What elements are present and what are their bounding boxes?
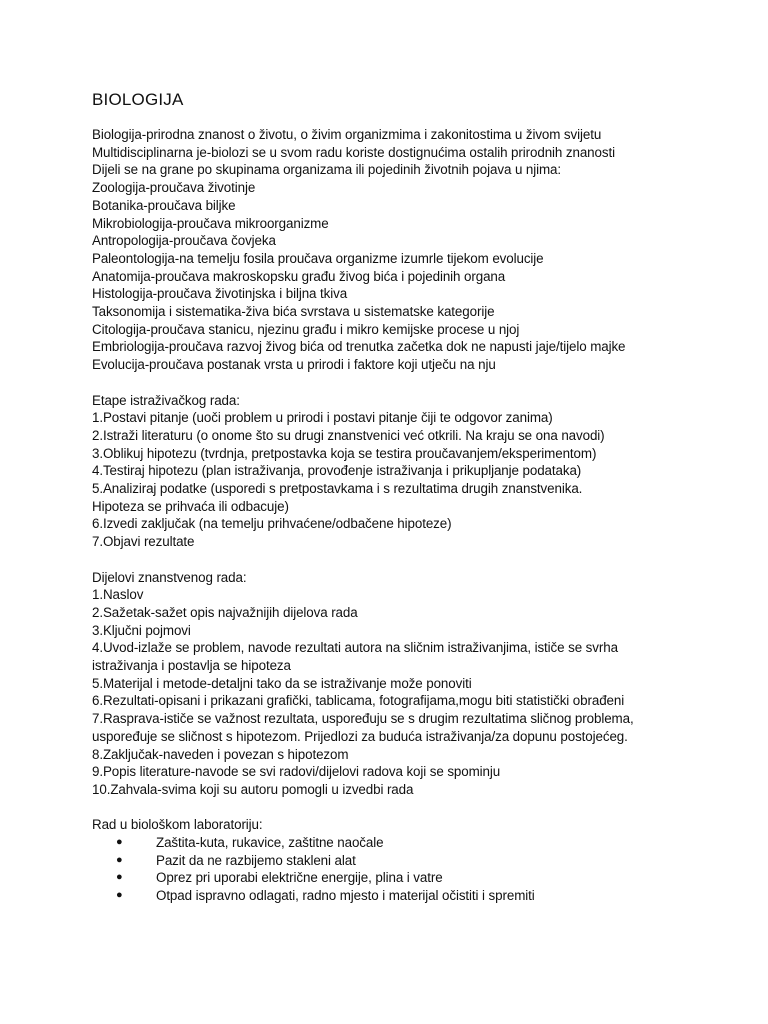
intro-line: Zoologija-proučava životinje <box>92 180 256 196</box>
bullet-icon: ● <box>116 836 123 849</box>
part-line: 8.Zaključak-naveden i povezan s hipotezom <box>92 746 349 762</box>
stage-line: 6.Izvedi zaključak (na temelju prihvaćene/odbačene hipoteze) <box>92 516 452 532</box>
lab-bullet-text: Pazit da ne razbijemo stakleni alat <box>156 852 356 868</box>
intro-line: Evolucija-proučava postanak vrsta u prirodi i faktore koji utječu na nju <box>92 357 496 373</box>
stage-line: 7.Objavi rezultate <box>92 534 195 550</box>
parts-heading: Dijelovi znanstvenog rada: <box>92 569 247 585</box>
intro-line: Embriologija-proučava razvoj živog bića od trenutka začetka dok ne napusti jaje/tijelo majke <box>92 339 626 355</box>
document-title: BIOLOGIJA <box>92 90 184 109</box>
intro-line: Paleontologija-na temelju fosila proučava organizme izumrle tijekom evolucije <box>92 250 544 266</box>
spacer <box>92 374 732 392</box>
stage-line: Hipoteza se prihvaća ili odbacuje) <box>92 498 289 514</box>
intro-line: Biologija-prirodna znanost o životu, o živim organizmima i zakonitostima u živom svijetu <box>92 127 602 142</box>
intro-section <box>92 126 732 374</box>
intro-line: Anatomija-proučava makroskopsku građu živog bića i pojedinih organa <box>92 268 506 284</box>
stage-line: 2.Istraži literaturu (o onome što su drugi znanstvenici već otkrili. Na kraju se ona navodi) <box>92 427 605 443</box>
part-line: uspoređuje se sličnost s hipotezom. Prijedlozi za buduća istraživanja/za dopunu postojećeg. <box>92 728 628 744</box>
stage-line: 1.Postavi pitanje (uoči problem u prirodi i postavi pitanje čiji te odgovor zanima) <box>92 410 553 426</box>
lab-bullet-item <box>92 869 732 887</box>
stage-line: 5.Analiziraj podatke (usporedi s pretpostavkama i s rezultatima drugih znanstvenika. <box>92 481 583 497</box>
spacer <box>92 799 732 817</box>
part-line: 5.Materijal i metode-detaljni tako da se istraživanje može ponoviti <box>92 675 472 691</box>
stage-line: 4.Testiraj hipotezu (plan istraživanja, provođenje istraživanja i prikupljanje podataka) <box>92 463 582 479</box>
part-line: 3.Ključni pojmovi <box>92 622 191 638</box>
lab-bullet-text: Zaštita-kuta, rukavice, zaštitne naočale <box>156 835 384 851</box>
part-line: 7.Rasprava-ističe se važnost rezultata, uspoređuju se s drugim rezultatima sličnog problema, <box>92 711 634 727</box>
part-line: 1.Naslov <box>92 587 144 603</box>
spacer <box>92 551 732 569</box>
intro-line: Citologija-proučava stanicu, njezinu građu i mikro kemijske procese u njoj <box>92 321 520 337</box>
bullet-icon: ● <box>116 871 123 884</box>
lab-bullet-item <box>92 834 732 852</box>
lab-bullet-item <box>92 852 732 870</box>
research-stages-section <box>92 392 732 551</box>
part-line: 2.Sažetak-sažet opis najvažnijih dijelova rada <box>92 604 358 620</box>
lab-bullet-text: Otpad ispravno odlagati, radno mjesto i materijal očistiti i spremiti <box>156 888 535 904</box>
stage-line: 3.Oblikuj hipotezu (tvrdnja, pretpostavka koja se testira proučavanjem/eksperimentom) <box>92 445 597 461</box>
lab-bullet-list <box>92 834 732 905</box>
stages-heading: Etape istraživačkog rada: <box>92 392 240 408</box>
document-page <box>92 88 732 905</box>
intro-line: Histologija-proučava životinjska i biljna tkiva <box>92 286 348 302</box>
bullet-icon: ● <box>116 853 123 866</box>
bullet-icon: ● <box>116 889 123 902</box>
part-line: 9.Popis literature-navode se svi radovi/dijelovi radova koji se spominju <box>92 764 501 780</box>
lab-section <box>92 816 732 905</box>
intro-line: Antropologija-proučava čovjeka <box>92 233 276 249</box>
intro-line: Multidisciplinarna je-biolozi se u svom radu koriste dostignućima ostalih prirodnih znanosti <box>92 144 615 160</box>
lab-heading: Rad u biološkom laboratoriju: <box>92 817 263 833</box>
lab-bullet-text: Oprez pri uporabi električne energije, plina i vatre <box>156 870 443 886</box>
part-line: 6.Rezultati-opisani i prikazani grafički, tablicama, fotografijama,mogu biti statistički obrađeni <box>92 693 625 709</box>
intro-line: Dijeli se na grane po skupinama organizama ili pojedinih životnih pojava u njima: <box>92 162 562 178</box>
lab-bullet-item <box>92 887 732 905</box>
part-line: istraživanja i postavlja se hipoteza <box>92 658 291 674</box>
part-line: 4.Uvod-izlaže se problem, navode rezultati autora na sličnim istraživanjima, ističe se svrha <box>92 640 618 656</box>
intro-line: Mikrobiologija-proučava mikroorganizme <box>92 215 329 231</box>
intro-line: Botanika-proučava biljke <box>92 197 236 213</box>
part-line: 10.Zahvala-svima koji su autoru pomogli u izvedbi rada <box>92 781 414 797</box>
paper-parts-section <box>92 569 732 799</box>
intro-line: Taksonomija i sistematika-živa bića svrstava u sistematske kategorije <box>92 304 495 320</box>
